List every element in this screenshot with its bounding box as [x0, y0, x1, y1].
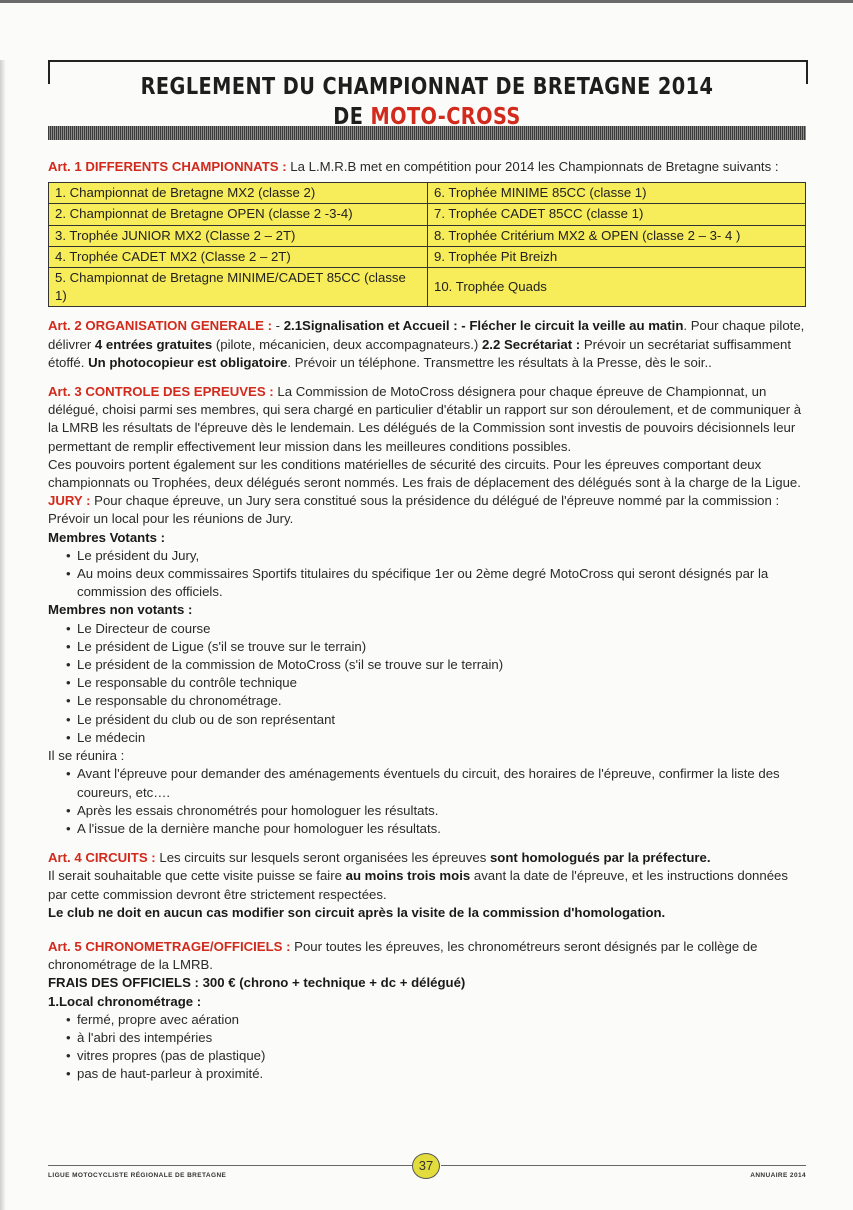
votants-list	[48, 547, 806, 602]
art4-bold: au moins trois mois	[345, 868, 471, 884]
local-title: 1.Local chronométrage :	[48, 993, 202, 1009]
table-cell: 8. Trophée Critérium MX2 & OPEN (classe 2 – 3- 4 )	[428, 225, 806, 246]
votants-title: Membres Votants :	[48, 529, 165, 545]
table-row	[49, 268, 806, 307]
title-banner	[48, 60, 806, 140]
scan-shadow	[0, 60, 6, 1210]
non-votants-list	[48, 620, 806, 747]
art2-text: (pilote, mécanicien, deux accompagnateurs.)	[212, 336, 482, 352]
page-number: 37	[412, 1153, 440, 1179]
table-cell: 9. Trophée Pit Breizh	[428, 246, 806, 267]
non-votants-title: Membres non votants :	[48, 602, 193, 618]
table-cell: 7. Trophée CADET 85CC (classe 1)	[428, 204, 806, 225]
art4-paragraph-2	[48, 867, 806, 903]
document-body	[48, 158, 806, 1084]
art2-text: . Pour chaque pilote, délivrer	[48, 318, 805, 352]
reunira-list	[48, 765, 806, 838]
reunira-text: Il se réunira :	[48, 748, 125, 764]
spacer	[48, 922, 806, 938]
list-item: • A l'issue de la dernière manche pour homologuer les résultats.	[66, 820, 806, 838]
footer-left-text: LIGUE MOTOCYCLISTE RÉGIONALE DE BRETAGNE	[48, 1172, 227, 1179]
art2-text: -	[271, 318, 284, 334]
table-row	[49, 183, 806, 204]
footer-rule-left	[48, 1165, 412, 1166]
list-item: • Après les essais chronométrés pour homologuer les résultats.	[66, 802, 806, 820]
footer-rule-right	[441, 1165, 806, 1166]
list-item: • Le président du club ou de son représentant	[66, 711, 806, 729]
art4-paragraph	[48, 849, 806, 867]
table-cell: 10. Trophée Quads	[428, 268, 806, 307]
art1-title: Art. 1 DIFFERENTS CHAMPIONNATS :	[48, 159, 287, 174]
art4-text: Les circuits sur lesquels seront organisées les épreuves	[155, 850, 490, 866]
list-item: • Avant l'épreuve pour demander des aménagements éventuels du circuit, des horaires de l'épreuve, confirmer la liste des coureurs, etc….	[66, 765, 806, 801]
list-item: • Le président de Ligue (s'il se trouve sur le terrain)	[66, 638, 806, 656]
list-item: • vitres propres (pas de plastique)	[66, 1047, 806, 1065]
art5-paragraph	[48, 938, 806, 974]
list-item: • Le Directeur de course	[66, 620, 806, 638]
page-title-line2	[109, 104, 746, 130]
art2-bold: 2.1Signalisation et Accueil : - Flécher le circuit la veille au matin	[283, 318, 684, 334]
table-cell: 3. Trophée JUNIOR MX2 (Classe 2 – 2T)	[49, 225, 428, 246]
list-item: • Le responsable du chronométrage.	[66, 692, 806, 710]
art4-bold: sont homologués par la préfecture.	[489, 850, 711, 866]
jury-paragraph	[48, 492, 806, 528]
table-cell: 4. Trophée CADET MX2 (Classe 2 – 2T)	[49, 246, 428, 267]
art3-title: Art. 3 CONTROLE DES EPREUVES :	[48, 384, 274, 400]
art4-bold: Le club ne doit en aucun cas modifier son circuit après la visite de la commission d'homologation.	[48, 904, 666, 920]
art4-paragraph-3	[48, 904, 806, 922]
art2-bold: 4 entrées gratuites	[94, 336, 213, 352]
art2-paragraph	[48, 317, 806, 372]
championships-table	[48, 182, 806, 307]
art1-intro: La L.M.R.B met en compétition pour 2014 les Championnats de Bretagne suivants :	[286, 159, 779, 174]
footer-right-text: ANNUAIRE 2014	[750, 1172, 806, 1179]
frais-officiels: FRAIS DES OFFICIELS : 300 € (chrono + technique + dc + délégué)	[48, 975, 466, 991]
jury-text: Pour chaque épreuve, un Jury sera constitué sous la présidence du délégué de l'épreuve nommé par la commission : Prévoir un local pour les réunions de Jury.	[48, 493, 780, 527]
title-highlight: MOTO-CROSS	[370, 104, 521, 130]
art3-text: La Commission de MotoCross désignera pour chaque épreuve de Championnat, un délégué, choisi parmi ses membres, qui sera chargé en particulier d'établir un rapport sur son déroulement, et de communiquer à la LMRB les résultats de l'épreuve dès le lendemain. Les délégués de la Commission sont investis de pouvoirs décisionnels leur permettant de remplir effectivement leur mission dans les meilleures conditions possibles.	[48, 384, 802, 454]
list-item: • Le président de la commission de MotoCross (s'il se trouve sur le terrain)	[66, 656, 806, 674]
art4-title: Art. 4 CIRCUITS :	[48, 850, 156, 866]
local-list	[48, 1011, 806, 1084]
table-cell: 1. Championnat de Bretagne MX2 (classe 2)	[49, 183, 428, 204]
top-border	[0, 0, 853, 3]
list-item: • fermé, propre avec aération	[66, 1011, 806, 1029]
list-item: • Le responsable du contrôle technique	[66, 674, 806, 692]
table-row	[49, 204, 806, 225]
art2-title: Art. 2 ORGANISATION GENERALE :	[48, 318, 272, 334]
list-item: • à l'abri des intempéries	[66, 1029, 806, 1047]
art2-bold: 2.2 Secrétariat :	[481, 336, 581, 352]
list-item: • Le médecin	[66, 729, 806, 747]
list-item: • Au moins deux commissaires Sportifs titulaires du spécifique 1er ou 2ème degré MotoCross qui seront désignés par la commission des officiels.	[66, 565, 806, 601]
table-row	[49, 225, 806, 246]
art2-text: . Prévoir un téléphone. Transmettre les résultats à la Presse, dès le soir..	[287, 354, 712, 370]
art4-text: Il serait souhaitable que cette visite puisse se faire	[48, 868, 346, 884]
page-title-line1: REGLEMENT DU CHAMPIONNAT DE BRETAGNE 2014	[140, 74, 714, 100]
art2-bold: Un photocopieur est obligatoire	[88, 354, 288, 370]
table-cell: 2. Championnat de Bretagne OPEN (classe 2 -3-4)	[49, 204, 428, 225]
table-cell: 6. Trophée MINIME 85CC (classe 1)	[428, 183, 806, 204]
art5-title: Art. 5 CHRONOMETRAGE/OFFICIELS :	[48, 938, 291, 954]
art3-paragraph-2: Ces pouvoirs portent également sur les conditions matérielles de sécurité des circuits. Pour les épreuves comportant deux championnats ou Trophées, deux délégués seront nommés. Les frais de déplacement des délégués sont à la charge de la Ligue.	[48, 456, 801, 491]
art1-paragraph	[48, 158, 806, 176]
jury-label: JURY :	[48, 493, 91, 509]
list-item: • pas de haut-parleur à proximité.	[66, 1065, 806, 1083]
art3-paragraph	[48, 383, 806, 456]
art5-text: Pour toutes les épreuves, les chronométreurs seront désignés par le collège de chronométrage de la LMRB.	[48, 938, 758, 973]
title-prefix: DE	[333, 104, 371, 130]
page-footer	[48, 1160, 806, 1180]
table-cell: 5. Championnat de Bretagne MINIME/CADET 85CC (classe 1)	[49, 268, 428, 307]
list-item: • Le président du Jury,	[66, 547, 806, 565]
art4-text: avant la date de l'épreuve, et les instructions données par cette commission devront être strictement respectées.	[48, 868, 788, 902]
art2-text: Prévoir un secrétariat suffisamment étoffé.	[48, 336, 792, 370]
table-row	[49, 246, 806, 267]
spacer	[48, 372, 806, 383]
spacer	[48, 838, 806, 849]
